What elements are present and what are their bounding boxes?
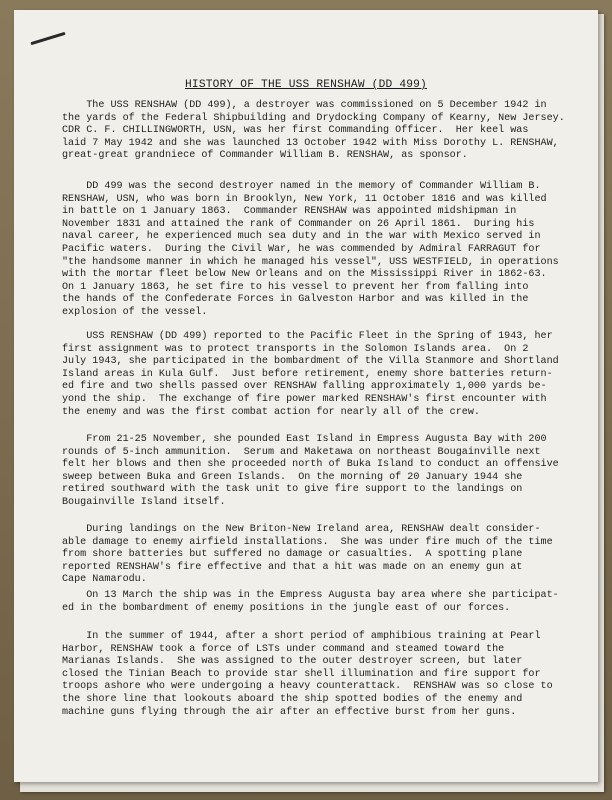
staple-mark [30,32,65,45]
text-line: naval career, he experienced much sea duty and in the war with Mexico served in [62,231,541,243]
text-line: reported RENSHAW's fire effective and that a hit was made on an enemy gun at [62,561,523,573]
text-line: ed in the bombardment of enemy positions in the jungle east of our forces. [62,602,511,614]
text-line: explosion of the vessel. [62,306,208,318]
text-line: Bougainville Island itself. [62,496,226,508]
text-line: Pacific waters. During the Civil War, he was commended by Admiral FARRAGUT for [62,243,541,255]
paragraph-summer-1944 [62,631,562,719]
paragraph-march [62,590,562,615]
text-line: ed fire and two shells passed over RENSHAW falling approximately 1,000 yards be- [62,381,547,393]
text-line: the shore line that lookouts aboard the ship spotted bodies of the enemy and [62,693,523,705]
typed-document-page [14,10,598,782]
text-line: from shore batteries but suffered no damage or casualties. A spotting plane [62,549,523,561]
text-line: yond the ship. The exchange of fire power marked RENSHAW's first encounter with [62,393,547,405]
paragraph-november [62,434,562,510]
text-line: Marianas Islands. She was assigned to the outer destroyer screen, but later [62,656,523,668]
text-line: Cape Namarodu. [62,574,147,586]
document-title [14,79,598,91]
text-line: "the handsome manner in which he managed his vessel", USS WESTFIELD, in operations [62,256,559,268]
text-line: sweep between Buka and Green Islands. On the morning of 20 January 1944 she [62,471,523,483]
text-line: the enemy and was the first combat action for nearly all of the crew. [62,406,480,418]
text-line: the yards of the Federal Shipbuilding and Drydocking Company of Kearny, New Jersey. [62,112,565,124]
text-line: closed the Tinian Beach to provide star shell illumination and fire support for [62,668,541,680]
text-line: The USS RENSHAW (DD 499), a destroyer was commissioned on 5 December 1942 in [62,100,547,111]
text-line: November 1831 and attained the rank of Commander on 26 April 1861. During his [62,218,535,230]
text-line: DD 499 was the second destroyer named in the memory of Commander William B. [62,181,541,192]
text-line: great-great grandniece of Commander William B. RENSHAW, as sponsor. [62,150,468,162]
text-line: first assignment was to protect transports in the Solomon Islands area. On 2 [62,343,529,355]
text-line: laid 7 May 1942 and she was launched 13 October 1942 with Miss Dorothy L. RENSHAW, [62,137,559,149]
text-line: CDR C. F. CHILLINGWORTH, USN, was her first Commanding Officer. Her keel was [62,125,529,137]
text-line: RENSHAW, USN, who was born in Brooklyn, New York, 11 October 1816 and was killed [62,193,547,205]
text-line: with the mortar fleet below New Orleans and on the Mississippi River in 1862-63. [62,269,547,281]
paragraph-new-briton [62,524,562,587]
text-line: felt her blows and then she proceeded north of Buka Island to conduct an offensive [62,459,559,471]
text-line: the hands of the Confederate Forces in Galveston Harbor and was killed in the [62,294,529,306]
text-line: able damage to enemy airfield installations. She was under fire much of the time [62,536,553,548]
text-line: Harbor, RENSHAW took a force of LSTs under command and steamed toward the [62,643,505,655]
text-line: in battle on 1 January 1863. Commander RENSHAW was appointed midshipman in [62,206,517,218]
text-line: retired southward with the task unit to give fire support to the landings on [62,484,523,496]
text-line: On 13 March the ship was in the Empress Augusta bay area where she participat- [62,590,559,601]
text-line: During landings on the New Briton-New Ireland area, RENSHAW dealt consider- [62,524,541,535]
text-line: From 21-25 November, she pounded East Island in Empress Augusta Bay with 200 [62,434,547,445]
text-line: rounds of 5-inch ammunition. Serum and Maketawa on northeast Bougainville next [62,446,541,458]
text-line: In the summer of 1944, after a short period of amphibious training at Pearl [62,631,541,642]
paragraph-commissioning [62,100,565,163]
text-line: machine guns flying through the air after an effective burst from her guns. [62,706,517,718]
text-line: troops ashore who were undergoing a heavy counterattack. RENSHAW was so close to [62,681,553,693]
text-line: Island areas in Kula Gulf. Just before retirement, enemy shore batteries return- [62,368,553,380]
text-line: On 1 January 1863, he set fire to his vessel to prevent her from falling into [62,281,529,293]
text-line: USS RENSHAW (DD 499) reported to the Pacific Fleet in the Spring of 1943, her [62,331,553,342]
paragraph-namesake [62,181,562,320]
paragraph-pacific-fleet [62,331,562,419]
text-line: July 1943, she participated in the bombardment of the Villa Stanmore and Shortland [62,356,559,368]
document-title-text: HISTORY OF THE USS RENSHAW (DD 499) [185,79,427,91]
